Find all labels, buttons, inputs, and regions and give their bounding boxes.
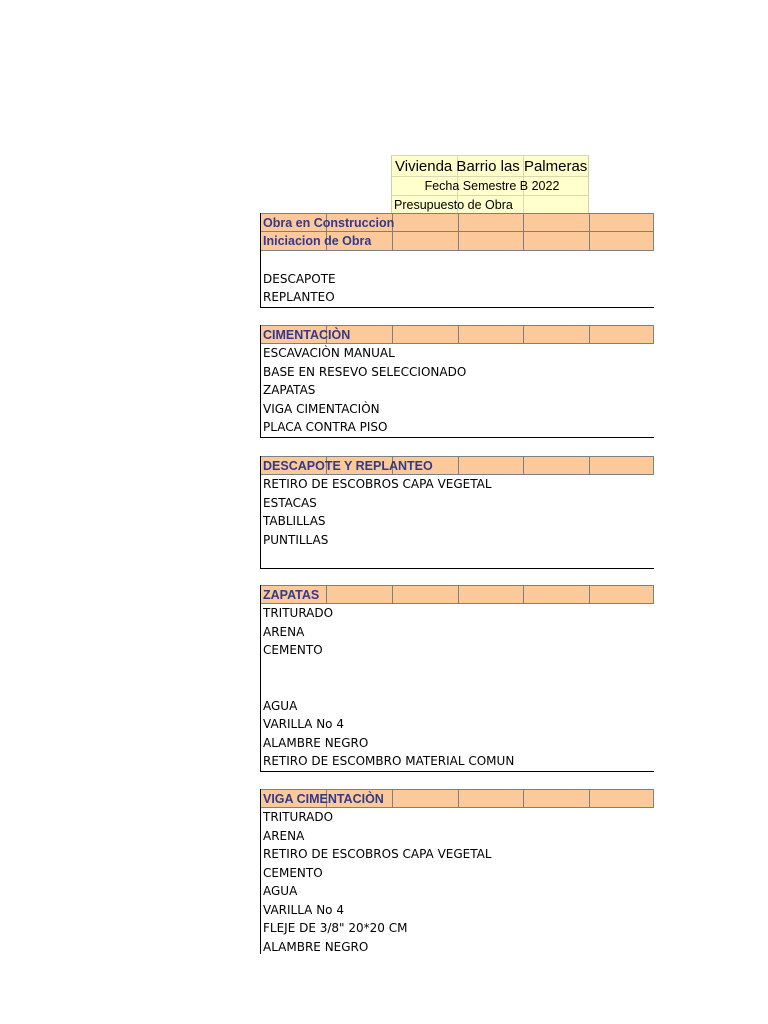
empty-row bbox=[261, 549, 654, 568]
list-item: VARILLA No 4 bbox=[263, 717, 344, 731]
section-header bbox=[261, 789, 654, 808]
section-header bbox=[261, 213, 654, 232]
section-header bbox=[261, 232, 654, 251]
list-item: VARILLA No 4 bbox=[263, 902, 344, 917]
section-header bbox=[261, 456, 654, 475]
date-cell bbox=[391, 176, 589, 195]
empty-row bbox=[261, 251, 654, 270]
empty-row bbox=[261, 678, 654, 697]
section-title: ZAPATAS bbox=[263, 588, 320, 602]
document-title: Vivienda Barrio las Palmeras bbox=[395, 158, 588, 175]
subtitle-cell bbox=[391, 195, 589, 214]
list-item: VIGA CIMENTACIÒN bbox=[263, 401, 380, 416]
list-item: DESCAPOTE bbox=[263, 271, 336, 286]
list-item: CEMENTO bbox=[263, 643, 323, 657]
list-item: BASE EN RESEVO SELECCIONADO bbox=[263, 364, 467, 379]
list-item: ARENA bbox=[263, 624, 305, 639]
section-cimentacion bbox=[260, 325, 654, 438]
list-item: ALAMBRE NEGRO bbox=[263, 735, 369, 750]
title-cell bbox=[391, 155, 589, 176]
section-title: CIMENTACIÒN bbox=[263, 328, 351, 342]
list-item: REPLANTEO bbox=[263, 290, 335, 304]
list-item: PLACA CONTRA PISO bbox=[263, 420, 388, 434]
section-descapote bbox=[260, 456, 654, 569]
list-item: TRITURADO bbox=[263, 810, 334, 824]
section-header bbox=[261, 325, 654, 344]
section-zapatas bbox=[260, 585, 654, 772]
section-title: DESCAPOTE Y REPLANTEO bbox=[263, 459, 433, 473]
list-item: PUNTILLAS bbox=[263, 532, 329, 547]
list-item: CEMENTO bbox=[263, 865, 323, 880]
list-item: AGUA bbox=[263, 884, 298, 898]
title-block bbox=[391, 155, 589, 214]
empty-row bbox=[261, 660, 654, 679]
list-item: TABLILLAS bbox=[263, 514, 326, 528]
list-item: ARENA bbox=[263, 828, 305, 843]
list-item: ALAMBRE NEGRO bbox=[263, 939, 369, 954]
list-item: ZAPATAS bbox=[263, 383, 316, 397]
document-subtitle: Presupuesto de Obra bbox=[394, 198, 513, 212]
list-item: TRITURADO bbox=[263, 606, 334, 620]
section-title: VIGA CIMENTACIÒN bbox=[263, 792, 384, 806]
section-obra bbox=[260, 213, 654, 308]
list-item: RETIRO DE ESCOBROS CAPA VEGETAL bbox=[263, 477, 492, 491]
list-item: ESTACAS bbox=[263, 495, 317, 510]
list-item: AGUA bbox=[263, 698, 298, 713]
section-header bbox=[261, 585, 654, 604]
section-title: Iniciacion de Obra bbox=[263, 234, 372, 248]
section-title: Obra en Construccion bbox=[263, 216, 395, 230]
list-item: ESCAVACIÒN MANUAL bbox=[263, 346, 395, 360]
section-viga bbox=[260, 789, 654, 954]
document-date: Fecha Semestre B 2022 bbox=[424, 179, 560, 193]
list-item: RETIRO DE ESCOMBRO MATERIAL COMUN bbox=[263, 754, 515, 768]
list-item: FLEJE DE 3/8" 20*20 CM bbox=[263, 921, 408, 935]
list-item: RETIRO DE ESCOBROS CAPA VEGETAL bbox=[263, 847, 492, 861]
